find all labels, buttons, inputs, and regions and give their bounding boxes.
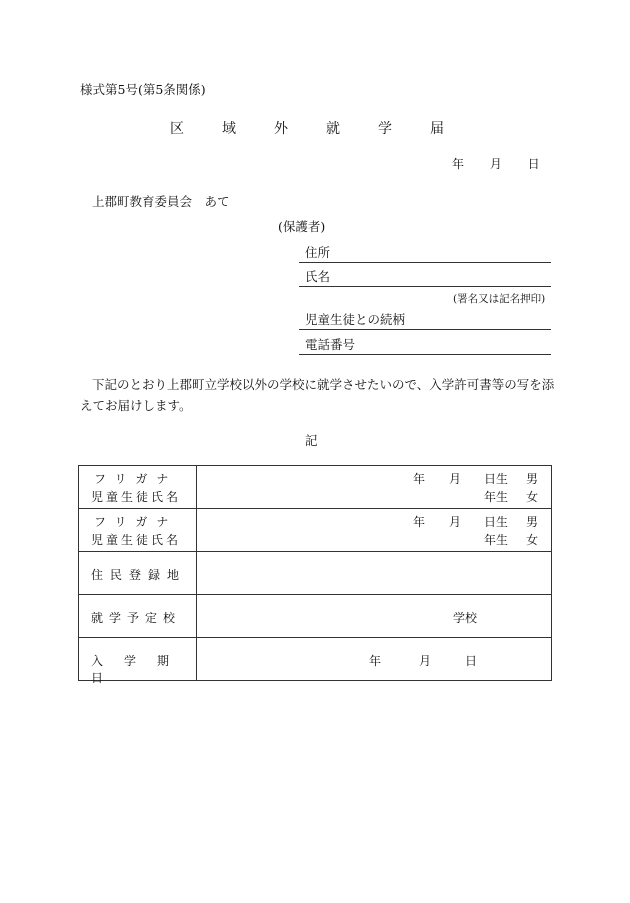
guardian-label: (保護者) [278,219,326,234]
guardian-name-field[interactable] [299,262,551,287]
guardian-name-label: 氏名 [305,269,331,284]
student2-value-cell[interactable] [197,509,552,552]
gender-female[interactable]: 女 [526,533,539,547]
enroll-day: 日 [465,654,478,668]
details-table [78,465,552,685]
gender-female[interactable]: 女 [526,490,539,504]
student-name-label: 児童生徒氏名 [91,490,182,504]
relationship-field[interactable] [299,305,551,330]
furigana-label: フリガナ [94,472,178,486]
grade: 年生 [484,490,509,504]
enroll-month: 月 [419,654,432,668]
ki-heading: 記 [305,433,318,448]
student1-label-cell [79,466,197,509]
guardian-address-label: 住所 [305,245,331,260]
birth-year: 年 [413,472,426,486]
birth-month: 月 [449,472,462,486]
birth-year: 年 [413,515,426,529]
relationship-label: 児童生徒との続柄 [305,312,406,327]
residence-label: 住民登録地 [91,568,187,582]
birth-month: 月 [449,515,462,529]
enroll-year: 年 [369,654,382,668]
planned-school-label: 就学予定校 [91,611,182,625]
gender-male[interactable]: 男 [526,472,539,486]
table-row [79,638,552,681]
submission-date: 年 月 日 [452,157,540,171]
birth-day: 日生 [484,515,509,529]
table-row [79,466,552,509]
residence-label-cell [79,552,197,595]
grade: 年生 [484,533,509,547]
gender-male[interactable]: 男 [526,515,539,529]
school-suffix: 学校 [453,611,478,625]
school-label-cell [79,595,197,638]
enrollment-label-cell [79,638,197,685]
furigana-label: フリガナ [94,515,178,529]
table-row [79,509,552,552]
birth-day: 日生 [484,472,509,486]
student-name-label: 児童生徒氏名 [91,533,182,547]
student1-value-cell[interactable] [197,466,552,509]
page-title: 区域外就学届 [170,121,482,137]
form-number: 様式第5号(第5条関係) [80,82,206,97]
guardian-address-field[interactable] [299,238,551,263]
request-text: 下記のとおり上郡町立学校以外の学校に就学させたいので、入学許可書等の写を添えてお届けします。 [80,377,555,413]
addressee: 上郡町教育委員会 あて [92,194,230,209]
table-row [79,552,552,595]
phone-field[interactable] [299,330,551,355]
phone-label: 電話番号 [305,337,356,352]
school-value-cell[interactable] [197,595,552,638]
sign-note: (署名又は記名押印) [453,293,546,305]
table-row [79,595,552,638]
enrollment-value-cell[interactable] [197,638,552,681]
student2-label-cell [79,509,197,552]
enrollment-date-label: 入学期日 [91,654,191,685]
residence-value-cell[interactable] [197,552,552,595]
